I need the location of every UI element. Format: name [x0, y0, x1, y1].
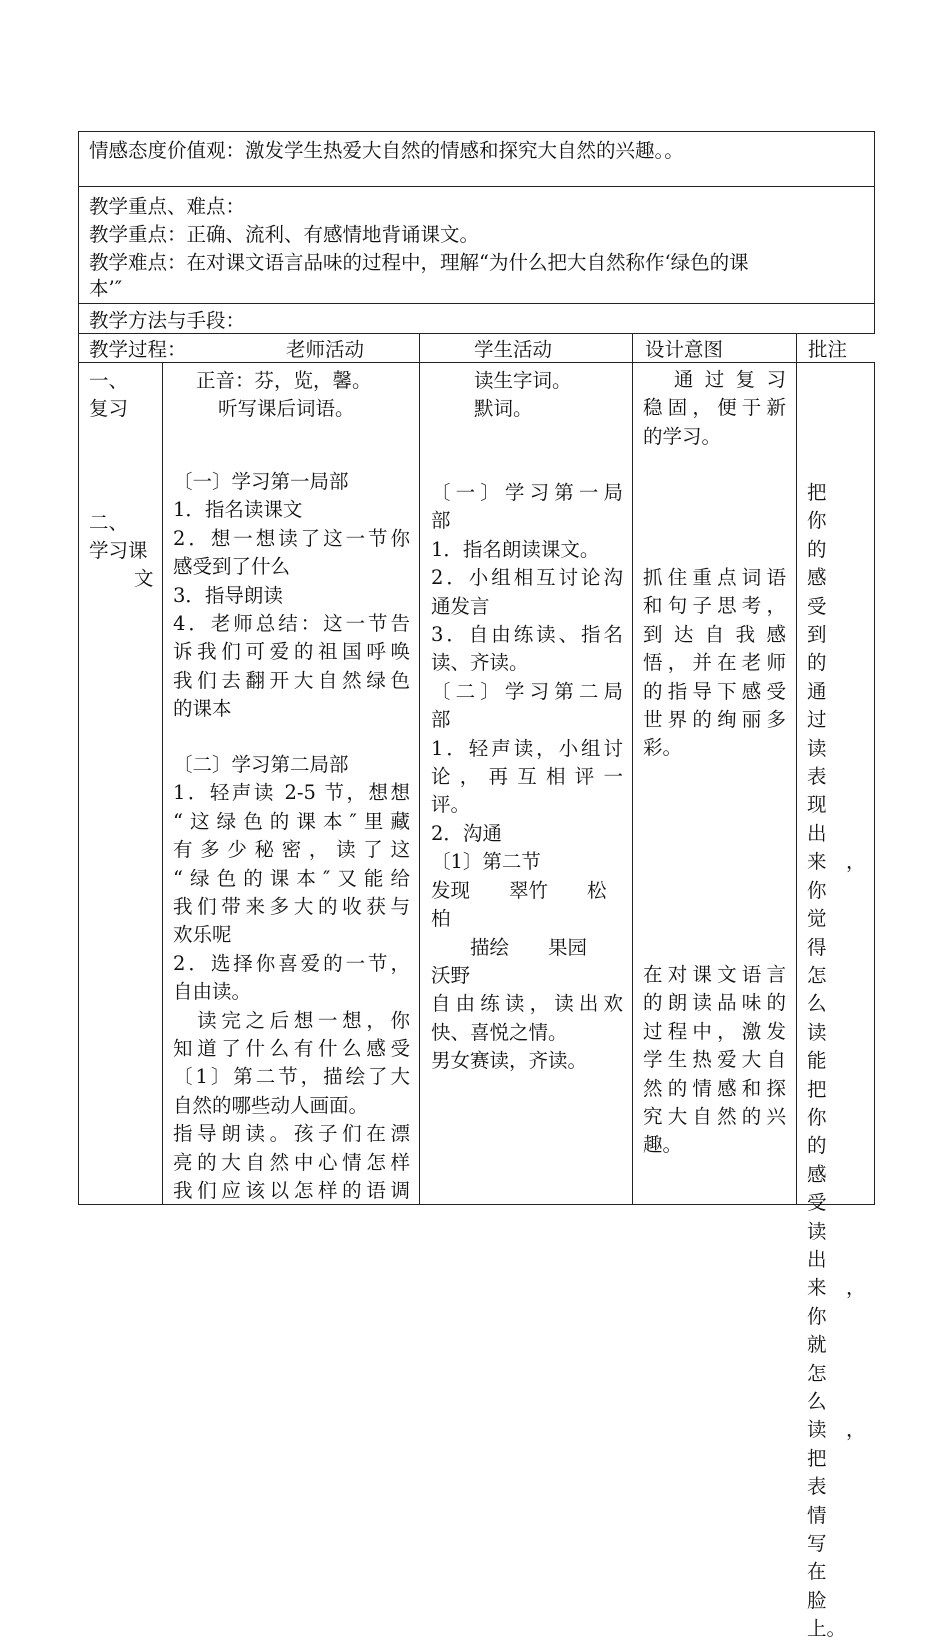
intent-line: 学生热爱大自 — [643, 1048, 786, 1072]
intent-line: 抓住重点词语 — [643, 566, 786, 589]
divider-1 — [78, 186, 875, 187]
student-line: 部 — [431, 509, 451, 533]
header-teacher: 老师活动 — [286, 338, 365, 361]
student-line: 〔一〕学习第一局 — [431, 481, 623, 504]
student-line: 描绘 果园 — [431, 935, 588, 959]
student-line: 部 — [431, 708, 451, 732]
intent-line: 和句子思考， — [643, 594, 786, 618]
key-point-text: 教学重点：正确、流利、有感情地背诵课文。 — [89, 223, 480, 246]
teacher-line: 自然的哪些动人画面。 — [173, 1093, 369, 1117]
teacher-line: 欢乐呢 — [173, 923, 232, 947]
intent-line: 到达自我感 — [643, 622, 786, 646]
intent-line: 然的情感和探 — [643, 1076, 786, 1100]
intent-block-part1 — [643, 564, 786, 763]
notes-text — [807, 479, 865, 1644]
student-line: 1．指名朗读课文。 — [431, 537, 600, 561]
teacher-line: “这绿色的课本″里藏 — [173, 809, 410, 833]
notes-line: 过 读 — [807, 708, 847, 760]
student-line: 自由练读，读出欢 — [431, 992, 623, 1016]
student-line: 男女赛读，齐读。 — [431, 1049, 588, 1073]
notes-line: 上。 — [807, 1617, 847, 1641]
step2-title-end: 文 — [134, 567, 154, 590]
student-line: 读、齐读。 — [431, 651, 529, 675]
step2-title: 学习课 — [89, 539, 148, 562]
teacher-line: 我们去翻开大自然绿色 — [173, 668, 410, 692]
intent-block-part2 — [643, 961, 786, 1160]
student-line: 1．轻声读，小组讨 — [431, 736, 623, 760]
student-line: 快、喜悦之情。 — [431, 1020, 568, 1044]
teacher-line: 1．轻声读 2-5 节，想想 — [173, 781, 410, 805]
student-line: 沃野 — [431, 963, 471, 987]
right-border-table — [874, 362, 875, 1205]
intent-line: 通过复习 — [643, 368, 786, 391]
intent-line: 悟，并在老师 — [643, 651, 786, 675]
header-intent: 设计意图 — [645, 338, 724, 361]
key-heading: 教学重点、难点： — [89, 195, 246, 218]
student-line: 〔二〕学习第二局 — [431, 679, 623, 703]
intent-line: 在对课文语言 — [643, 963, 786, 986]
notes-line: 情 写 — [807, 1503, 847, 1556]
header-process: 教学过程： — [89, 338, 187, 361]
header-notes: 批注 — [808, 338, 848, 361]
top-border — [78, 131, 875, 132]
step2-number: 二、 — [89, 511, 129, 534]
notes-line: 你 就 — [807, 1304, 847, 1357]
notes-line: 读 出 — [807, 1219, 847, 1271]
teacher-line: 〔一〕学习第一局部 — [173, 470, 349, 493]
intent-line: 的朗读品味的 — [643, 991, 786, 1015]
notes-line: 读 ， — [807, 1418, 866, 1442]
teacher-line: “绿色的课本″又能给 — [173, 866, 410, 890]
teacher-line: 指导朗读。孩子们在漂 — [173, 1122, 410, 1146]
student-activities — [431, 479, 623, 1076]
intent-line: 彩。 — [643, 736, 683, 760]
method-heading: 教学方法与手段： — [89, 309, 246, 332]
student-line: 柏 — [431, 907, 451, 931]
teacher-line: 的课本 — [173, 697, 232, 721]
teacher-line: 我们带来多大的收获与 — [173, 895, 410, 919]
teacher-line: 自由读。 — [173, 980, 252, 1004]
notes-line: 得 怎 — [807, 935, 847, 987]
notes-line: 把 你 — [807, 481, 847, 533]
intent-line: 世界的绚丽多 — [643, 708, 786, 732]
teacher-line: 感受到了什么 — [173, 555, 291, 579]
teacher-line: 读完之后想一想，你 — [173, 1008, 410, 1032]
intent-line: 趣。 — [643, 1133, 683, 1157]
teacher-line: 诉我们可爱的祖国呼唤 — [173, 640, 410, 664]
teacher-part1 — [173, 468, 410, 724]
teacher-line: 4．老师总结：这一节告 — [173, 612, 410, 636]
left-border-table — [78, 333, 79, 1205]
intent-block-review — [643, 366, 786, 451]
difficulty-text-2: 本’″ — [89, 277, 122, 300]
header-student: 学生活动 — [474, 338, 553, 361]
col-divider-student — [419, 333, 420, 1205]
intent-line: 究大自然的兴 — [643, 1105, 786, 1129]
notes-line: 你 觉 — [807, 878, 847, 931]
student-line: 发现 翠竹 松 — [431, 878, 607, 902]
student-line: 〔1〕第二节 — [431, 850, 541, 874]
teacher-line: 〔1〕第二节，描绘了大 — [173, 1065, 410, 1089]
notes-line: 怎 么 — [807, 1361, 847, 1413]
difficulty-text-1: 教学难点：在对课文语言品味的过程中，理解“为什么把大自然称作‘绿色的课 — [89, 251, 749, 274]
student-line: 3．自由练读、指名 — [431, 623, 623, 647]
teacher-review-1: 正音：芬，览，馨。 — [196, 369, 372, 392]
emotion-goal-text: 情感态度价值观：激发学生热爱大自然的情感和探究大自然的兴趣。。 — [89, 139, 684, 162]
notes-line: 在 脸 — [807, 1560, 847, 1612]
student-review-2: 默词。 — [474, 397, 533, 420]
notes-line: 表 现 — [807, 765, 847, 817]
intent-line: 的学习。 — [643, 424, 722, 448]
col-divider-notes — [796, 333, 797, 1205]
col-divider-teacher — [162, 362, 163, 1205]
notes-line: 受 到 — [807, 594, 847, 647]
student-line: 评。 — [431, 793, 471, 817]
teacher-line: 亮的大自然中心情怎样 — [173, 1150, 410, 1174]
notes-line: 感 受 — [807, 1162, 847, 1215]
teacher-line: 1．指名读课文 — [173, 498, 303, 522]
intent-line: 的指导下感受 — [643, 679, 786, 703]
student-line: 论，再互相评一 — [431, 765, 623, 789]
teacher-line: 知道了什么有什么感受 — [173, 1037, 410, 1061]
notes-line: 能 把 — [807, 1049, 847, 1101]
teacher-line: 〔二〕学习第二局部 — [173, 753, 349, 776]
notes-line: 把 表 — [807, 1446, 847, 1499]
teacher-line: 2．想一想读了这一节你 — [173, 526, 410, 550]
teacher-line: 2．选择你喜爱的一节， — [173, 951, 410, 975]
teacher-part2 — [173, 751, 410, 1206]
step1-title: 复习 — [89, 397, 129, 420]
intent-line: 稳固，便于新 — [643, 396, 786, 420]
student-line: 2．沟通 — [431, 821, 502, 845]
notes-line: 来 ， — [807, 1276, 866, 1300]
col-divider-intent — [632, 333, 633, 1205]
step1-number: 一、 — [89, 369, 129, 392]
student-review-1: 读生字词。 — [474, 369, 572, 392]
student-line: 通发言 — [431, 594, 490, 618]
notes-line: 出 — [807, 821, 827, 845]
notes-line: 么 读 — [807, 992, 847, 1044]
intent-line: 过程中，激发 — [643, 1019, 786, 1043]
teacher-review-2: 听写课后词语。 — [218, 397, 355, 420]
notes-line: 你 的 — [807, 1105, 847, 1158]
teacher-line: 有多少秘密，读了这 — [173, 838, 410, 862]
student-line: 2．小组相互讨论沟 — [431, 566, 623, 590]
notes-line: 来 ， — [807, 850, 866, 874]
teacher-line: 3．指导朗读 — [173, 583, 283, 607]
notes-line: 的 感 — [807, 537, 847, 590]
teacher-line: 我们应该以怎样的语调 — [173, 1179, 410, 1203]
notes-line: 的 通 — [807, 651, 847, 703]
divider-2 — [78, 303, 875, 304]
